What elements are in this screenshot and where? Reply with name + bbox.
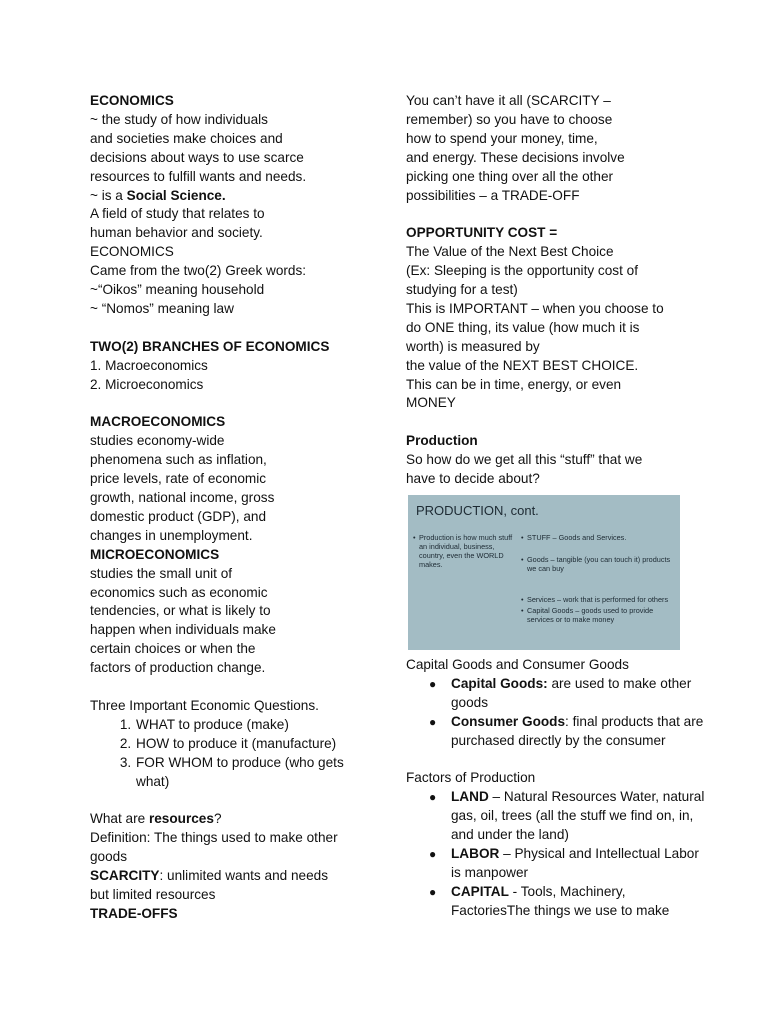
goods-list	[406, 675, 706, 751]
production-line: So how do we get all this “stuff” that we	[406, 452, 643, 468]
social-science-line	[90, 187, 380, 206]
definition-line: resources to fulfill wants and needs.	[90, 168, 307, 184]
micro-line: economics such as economic	[90, 584, 268, 600]
scarcity-definition: : unlimited wants and needs	[159, 868, 328, 884]
intro-line: possibilities – a TRADE-OFF	[406, 187, 580, 203]
questions-list	[90, 716, 380, 792]
factors-heading: Factors of Production	[406, 770, 536, 786]
opportunity-line: This can be in time, energy, or even	[406, 376, 622, 392]
branch-item: 2. Microeconomics	[90, 376, 204, 392]
social-prefix: ~ is a	[90, 187, 127, 203]
slide-bullet-item: • Goods – tangible (you can touch it) products we can buy	[521, 555, 671, 573]
scarcity-line-2: but limited resources	[90, 887, 216, 902]
opportunity-line: The Value of the Next Best Choice	[406, 244, 614, 260]
slide-right-column	[521, 533, 677, 624]
macro-line: changes in unemployment.	[90, 527, 253, 543]
slide-left-column	[413, 533, 517, 569]
micro-line: studies the small unit of	[90, 565, 233, 581]
production-slide-image	[408, 495, 680, 650]
resources-prefix: What are	[90, 811, 149, 827]
micro-line: certain choices or when the	[90, 641, 256, 657]
factor-item: ● LAND – Natural Resources Water, natural gas, oil, trees (all the stuff we find on, in, and under the land)	[429, 789, 705, 843]
opportunity-line: the value of the NEXT BEST CHOICE.	[406, 357, 639, 373]
question-item: 2. HOW to produce it (manufacture)	[135, 735, 380, 754]
field-line: human behavior and society.	[90, 225, 263, 241]
left-column	[90, 92, 380, 924]
definition-line: decisions about ways to use scarce	[90, 149, 304, 165]
opportunity-line: worth) is measured by	[406, 338, 540, 354]
opportunity-line: MONEY	[406, 395, 456, 411]
macro-line: studies economy-wide	[90, 433, 225, 449]
slide-bullet-item: • Services – work that is performed for others	[521, 595, 669, 604]
macro-line: growth, national income, gross	[90, 490, 275, 505]
micro-line: factors of production change.	[90, 660, 266, 676]
intro-line: picking one thing over all the other	[406, 168, 614, 184]
questions-heading: Three Important Economic Questions.	[90, 697, 319, 713]
factor-item: ● CAPITAL - Tools, Machinery, FactoriesThe things we use to make	[429, 883, 670, 918]
field-line: ~ “Nomos” meaning law	[90, 300, 234, 316]
definition-text: goods	[90, 849, 128, 865]
factor-item: ● LABOR – Physical and Intellectual Labor is manpower	[429, 846, 699, 880]
goods-item: ● Consumer Goods: final products that are purchased directly by the consumer	[429, 713, 704, 748]
economics-heading: ECONOMICS	[90, 93, 174, 108]
intro-line: and energy. These decisions involve	[406, 149, 625, 165]
production-line: have to decide about?	[406, 471, 540, 487]
production-heading: Production	[406, 433, 478, 449]
micro-line: tendencies, or what is likely to	[90, 603, 271, 619]
social-science-term: Social Science.	[126, 187, 226, 203]
slide-bullet-item: • Capital Goods – goods used to provide services or to make money	[521, 606, 654, 624]
slide-bullet-item: • STUFF – Goods and Services.	[521, 533, 627, 542]
resources-question	[90, 810, 380, 829]
opportunity-line: studying for a test)	[406, 282, 518, 298]
field-line: Came from the two(2) Greek words:	[90, 263, 307, 279]
goods-item: ● Capital Goods: are used to make other goods	[429, 675, 692, 710]
scarcity-term: SCARCITY	[90, 868, 160, 884]
tradeoffs-heading: TRADE-OFFS	[90, 905, 178, 921]
intro-line: remember) so you have to choose	[406, 111, 613, 127]
definition-line: ~ the study of how individuals	[90, 111, 268, 127]
opportunity-line: This is IMPORTANT – when you choose to	[406, 300, 664, 316]
right-column	[406, 92, 706, 921]
field-line: ECONOMICS	[90, 244, 174, 260]
branch-item: 1. Macroeconomics	[90, 357, 208, 373]
micro-heading: MICROECONOMICS	[90, 546, 220, 562]
field-line: A field of study that relates to	[90, 206, 265, 222]
macro-heading: MACROECONOMICS	[90, 414, 226, 430]
intro-line: You can’t have it all (SCARCITY –	[406, 93, 611, 108]
macro-line: price levels, rate of economic	[90, 471, 267, 487]
resources-term: resources	[148, 811, 214, 827]
macro-line: domestic product (GDP), and	[90, 508, 267, 524]
factors-list	[406, 788, 706, 920]
field-line: ~“Oikos” meaning household	[90, 282, 265, 298]
question-item: 3. FOR WHOM to produce (who gets what)	[135, 754, 351, 792]
goods-heading: Capital Goods and Consumer Goods	[406, 657, 629, 672]
resources-suffix: ?	[213, 811, 222, 827]
branches-heading: TWO(2) BRANCHES OF ECONOMICS	[90, 338, 330, 354]
opportunity-line: (Ex: Sleeping is the opportunity cost of	[406, 263, 638, 279]
slide-title: PRODUCTION, cont.	[416, 503, 539, 518]
opportunity-cost-heading: OPPORTUNITY COST =	[406, 225, 558, 241]
question-item: 1. WHAT to produce (make)	[135, 716, 380, 735]
macro-line: phenomena such as inflation,	[90, 452, 267, 468]
definition-line: and societies make choices and	[90, 130, 283, 146]
slide-bullet-item: • Production is how much stuff an individual, business, country, even the WORLD makes.	[413, 533, 513, 569]
scarcity-line	[90, 867, 380, 886]
definition-text: Definition: The things used to make other	[90, 830, 338, 846]
opportunity-line: do ONE thing, its value (how much it is	[406, 319, 640, 335]
intro-line: how to spend your money, time,	[406, 130, 598, 146]
micro-line: happen when individuals make	[90, 622, 276, 638]
